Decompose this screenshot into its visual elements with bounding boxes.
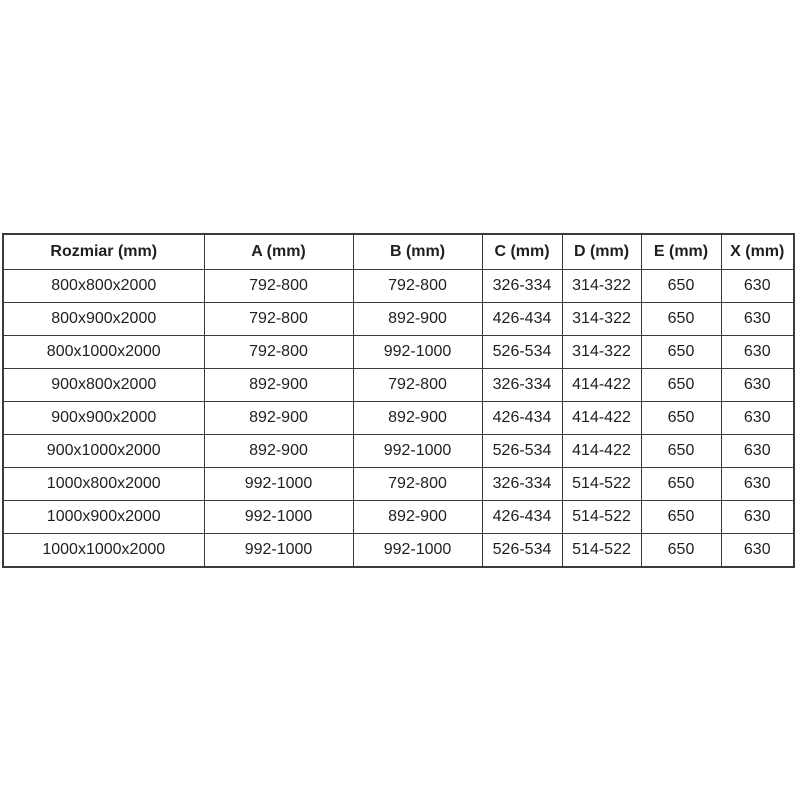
table-cell: 326-334	[482, 369, 562, 402]
table-cell: 792-800	[204, 303, 353, 336]
table-row	[3, 435, 794, 468]
column-header: B (mm)	[353, 234, 482, 270]
table-cell: 900x800x2000	[3, 369, 204, 402]
table-cell: 630	[721, 468, 794, 501]
table-row	[3, 336, 794, 369]
column-header: E (mm)	[641, 234, 721, 270]
column-header: Rozmiar (mm)	[3, 234, 204, 270]
table-cell: 992-1000	[353, 534, 482, 568]
table-cell: 630	[721, 402, 794, 435]
table-cell: 526-534	[482, 435, 562, 468]
table-cell: 326-334	[482, 468, 562, 501]
table-cell: 314-322	[562, 303, 641, 336]
table-cell: 1000x1000x2000	[3, 534, 204, 568]
header-row	[3, 234, 794, 270]
table-cell: 514-522	[562, 468, 641, 501]
table-row	[3, 369, 794, 402]
table-cell: 992-1000	[204, 534, 353, 568]
table-row	[3, 534, 794, 568]
table-row	[3, 468, 794, 501]
table-cell: 792-800	[204, 270, 353, 303]
table-cell: 892-900	[353, 402, 482, 435]
table-cell: 792-800	[353, 468, 482, 501]
table-cell: 414-422	[562, 369, 641, 402]
table-cell: 1000x800x2000	[3, 468, 204, 501]
spec-table-container	[2, 233, 793, 568]
table-cell: 892-900	[204, 435, 353, 468]
table-cell: 650	[641, 402, 721, 435]
table-cell: 650	[641, 534, 721, 568]
table-cell: 892-900	[353, 501, 482, 534]
table-cell: 314-322	[562, 336, 641, 369]
table-cell: 650	[641, 501, 721, 534]
table-row	[3, 270, 794, 303]
table-body	[3, 270, 794, 568]
table-cell: 426-434	[482, 402, 562, 435]
table-cell: 514-522	[562, 501, 641, 534]
table-cell: 630	[721, 534, 794, 568]
table-cell: 800x900x2000	[3, 303, 204, 336]
table-cell: 992-1000	[204, 468, 353, 501]
column-header: D (mm)	[562, 234, 641, 270]
table-row	[3, 402, 794, 435]
table-cell: 426-434	[482, 303, 562, 336]
column-header: A (mm)	[204, 234, 353, 270]
table-cell: 630	[721, 270, 794, 303]
table-row	[3, 303, 794, 336]
table-cell: 514-522	[562, 534, 641, 568]
table-cell: 992-1000	[204, 501, 353, 534]
table-cell: 800x1000x2000	[3, 336, 204, 369]
table-row	[3, 501, 794, 534]
table-cell: 650	[641, 369, 721, 402]
table-cell: 650	[641, 435, 721, 468]
table-cell: 792-800	[353, 270, 482, 303]
table-cell: 630	[721, 303, 794, 336]
table-cell: 900x1000x2000	[3, 435, 204, 468]
table-cell: 426-434	[482, 501, 562, 534]
table-cell: 892-900	[353, 303, 482, 336]
table-cell: 992-1000	[353, 435, 482, 468]
table-cell: 414-422	[562, 402, 641, 435]
table-cell: 792-800	[353, 369, 482, 402]
table-cell: 526-534	[482, 336, 562, 369]
table-cell: 630	[721, 501, 794, 534]
column-header: C (mm)	[482, 234, 562, 270]
column-header: X (mm)	[721, 234, 794, 270]
table-cell: 414-422	[562, 435, 641, 468]
table-cell: 992-1000	[353, 336, 482, 369]
spec-table	[2, 233, 795, 568]
table-cell: 900x900x2000	[3, 402, 204, 435]
table-cell: 892-900	[204, 402, 353, 435]
table-cell: 630	[721, 336, 794, 369]
table-cell: 800x800x2000	[3, 270, 204, 303]
table-cell: 892-900	[204, 369, 353, 402]
table-cell: 526-534	[482, 534, 562, 568]
table-cell: 630	[721, 435, 794, 468]
table-cell: 314-322	[562, 270, 641, 303]
table-cell: 650	[641, 468, 721, 501]
table-cell: 326-334	[482, 270, 562, 303]
table-cell: 650	[641, 270, 721, 303]
table-cell: 650	[641, 336, 721, 369]
table-cell: 650	[641, 303, 721, 336]
table-cell: 630	[721, 369, 794, 402]
table-cell: 1000x900x2000	[3, 501, 204, 534]
table-cell: 792-800	[204, 336, 353, 369]
